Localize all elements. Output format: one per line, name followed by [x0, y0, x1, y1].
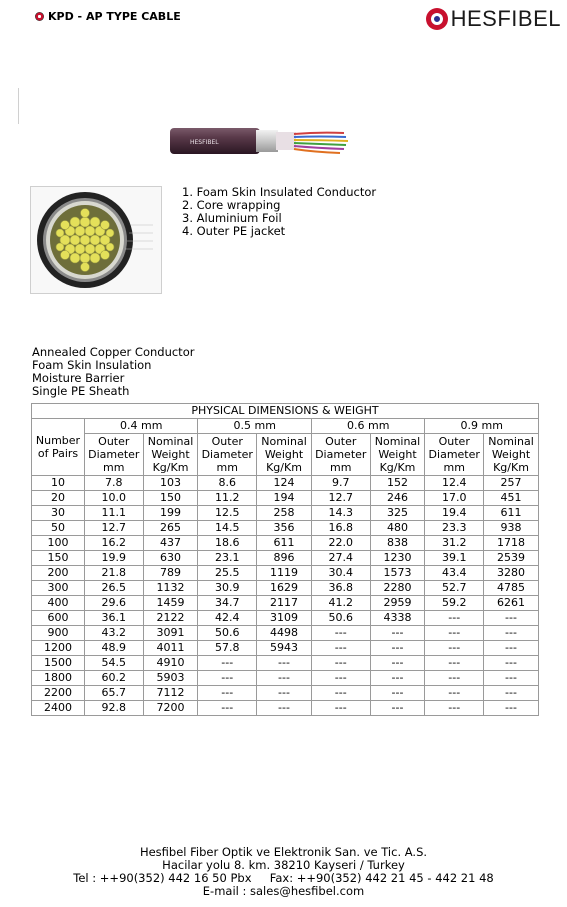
value-cell: 4498 — [257, 626, 312, 641]
value-cell: 50.6 — [311, 611, 370, 626]
value-cell: 1718 — [484, 536, 539, 551]
value-cell: 257 — [484, 476, 539, 491]
value-cell: 265 — [143, 521, 198, 536]
value-cell: 7200 — [143, 701, 198, 716]
value-cell: 152 — [370, 476, 425, 491]
decorative-divider — [18, 88, 19, 124]
size-header: 0.9 mm — [425, 419, 539, 434]
value-cell: --- — [484, 671, 539, 686]
value-cell: 789 — [143, 566, 198, 581]
value-cell: 11.2 — [198, 491, 257, 506]
value-cell: --- — [311, 656, 370, 671]
value-cell: 18.6 — [198, 536, 257, 551]
value-cell: 4785 — [484, 581, 539, 596]
pairs-cell: 1800 — [32, 671, 85, 686]
company-phones: Tel : ++90(352) 442 16 50 Pbx Fax: ++90(352) 442 21 45 - 442 21 48 — [73, 871, 494, 885]
weight-header: Nominal Weight Kg/Km — [370, 434, 425, 476]
table-row — [32, 641, 539, 656]
value-cell: 19.4 — [425, 506, 484, 521]
company-name: Hesfibel Fiber Optik ve Elektronik San. ve Tic. A.S. — [139, 845, 428, 859]
company-address: Hacilar yolu 8. km. 38210 Kayseri / Turkey — [162, 858, 405, 872]
cross-section-image — [30, 186, 162, 294]
value-cell: 11.1 — [85, 506, 144, 521]
value-cell: 194 — [257, 491, 312, 506]
pairs-cell: 300 — [32, 581, 85, 596]
table-row — [32, 671, 539, 686]
diameter-header: Outer Diameter mm — [85, 434, 144, 476]
pairs-cell: 30 — [32, 506, 85, 521]
value-cell: 2117 — [257, 596, 312, 611]
value-cell: 2122 — [143, 611, 198, 626]
pairs-cell: 1500 — [32, 656, 85, 671]
value-cell: --- — [370, 641, 425, 656]
value-cell: 8.6 — [198, 476, 257, 491]
value-cell: --- — [257, 671, 312, 686]
value-cell: 896 — [257, 551, 312, 566]
value-cell: --- — [425, 671, 484, 686]
value-cell: 3280 — [484, 566, 539, 581]
value-cell: 59.2 — [425, 596, 484, 611]
value-cell: --- — [370, 656, 425, 671]
value-cell: 4011 — [143, 641, 198, 656]
list-item: 1. Foam Skin Insulated Conductor — [182, 185, 377, 199]
pairs-cell: 20 — [32, 491, 85, 506]
value-cell: 1629 — [257, 581, 312, 596]
value-cell: 4338 — [370, 611, 425, 626]
table-row — [32, 521, 539, 536]
table-row — [32, 626, 539, 641]
value-cell: --- — [198, 701, 257, 716]
value-cell: 5903 — [143, 671, 198, 686]
value-cell: 23.1 — [198, 551, 257, 566]
value-cell: 16.8 — [311, 521, 370, 536]
value-cell: 3091 — [143, 626, 198, 641]
table-body — [32, 476, 539, 716]
value-cell: 12.7 — [85, 521, 144, 536]
table-row — [32, 701, 539, 716]
table-row — [32, 581, 539, 596]
value-cell: 1459 — [143, 596, 198, 611]
table-row — [32, 686, 539, 701]
diameter-header: Outer Diameter mm — [425, 434, 484, 476]
pairs-header: Number of Pairs — [32, 419, 85, 476]
value-cell: --- — [484, 656, 539, 671]
value-cell: --- — [311, 686, 370, 701]
value-cell: 92.8 — [85, 701, 144, 716]
value-cell: 21.8 — [85, 566, 144, 581]
value-cell: 1230 — [370, 551, 425, 566]
value-cell: --- — [370, 686, 425, 701]
page-title-text: KPD - AP TYPE CABLE — [48, 10, 181, 23]
value-cell: --- — [484, 626, 539, 641]
value-cell: --- — [257, 701, 312, 716]
value-cell: --- — [425, 701, 484, 716]
value-cell: 30.9 — [198, 581, 257, 596]
value-cell: 14.5 — [198, 521, 257, 536]
value-cell: 3109 — [257, 611, 312, 626]
pairs-cell: 100 — [32, 536, 85, 551]
value-cell: 356 — [257, 521, 312, 536]
table-row — [32, 611, 539, 626]
value-cell: --- — [370, 701, 425, 716]
value-cell: --- — [425, 626, 484, 641]
value-cell: 14.3 — [311, 506, 370, 521]
value-cell: 39.1 — [425, 551, 484, 566]
value-cell: 41.2 — [311, 596, 370, 611]
table-row — [32, 506, 539, 521]
value-cell: 611 — [484, 506, 539, 521]
value-cell: 60.2 — [85, 671, 144, 686]
value-cell: 65.7 — [85, 686, 144, 701]
value-cell: 2539 — [484, 551, 539, 566]
value-cell: 7112 — [143, 686, 198, 701]
pairs-cell: 2400 — [32, 701, 85, 716]
value-cell: 838 — [370, 536, 425, 551]
list-item: Foam Skin Insulation — [32, 358, 152, 372]
value-cell: 325 — [370, 506, 425, 521]
value-cell: --- — [484, 611, 539, 626]
diameter-header: Outer Diameter mm — [198, 434, 257, 476]
page-title — [35, 10, 181, 23]
value-cell: 1119 — [257, 566, 312, 581]
logo-mark-icon — [426, 8, 448, 30]
company-email[interactable]: E-mail : sales@hesfibel.com — [202, 884, 365, 898]
weight-header: Nominal Weight Kg/Km — [257, 434, 312, 476]
table-caption: PHYSICAL DIMENSIONS & WEIGHT — [32, 404, 539, 419]
value-cell: --- — [257, 686, 312, 701]
list-item: 2. Core wrapping — [182, 198, 281, 212]
value-cell: 34.7 — [198, 596, 257, 611]
value-cell: 22.0 — [311, 536, 370, 551]
value-cell: 2280 — [370, 581, 425, 596]
value-cell: 938 — [484, 521, 539, 536]
value-cell: --- — [311, 701, 370, 716]
value-cell: 43.2 — [85, 626, 144, 641]
value-cell: 630 — [143, 551, 198, 566]
value-cell: --- — [425, 656, 484, 671]
value-cell: 7.8 — [85, 476, 144, 491]
size-header: 0.6 mm — [311, 419, 424, 434]
table-row — [32, 656, 539, 671]
diameter-header: Outer Diameter mm — [311, 434, 370, 476]
value-cell: --- — [311, 626, 370, 641]
value-cell: 42.4 — [198, 611, 257, 626]
value-cell: 31.2 — [425, 536, 484, 551]
list-item: Moisture Barrier — [32, 371, 125, 385]
cable-print-text: HESFIBEL — [190, 139, 219, 146]
value-cell: 36.1 — [85, 611, 144, 626]
cable-photo — [168, 120, 358, 164]
table-row — [32, 566, 539, 581]
value-cell: 199 — [143, 506, 198, 521]
value-cell: 12.4 — [425, 476, 484, 491]
weight-header: Nominal Weight Kg/Km — [143, 434, 198, 476]
value-cell: 480 — [370, 521, 425, 536]
value-cell: 17.0 — [425, 491, 484, 506]
pairs-cell: 10 — [32, 476, 85, 491]
table-row — [32, 536, 539, 551]
size-header: 0.4 mm — [85, 419, 198, 434]
table-row — [32, 551, 539, 566]
value-cell: 52.7 — [425, 581, 484, 596]
value-cell: 124 — [257, 476, 312, 491]
weight-header: Nominal Weight Kg/Km — [484, 434, 539, 476]
value-cell: --- — [311, 641, 370, 656]
value-cell: 258 — [257, 506, 312, 521]
value-cell: 29.6 — [85, 596, 144, 611]
bullet-icon — [35, 12, 44, 21]
value-cell: 437 — [143, 536, 198, 551]
value-cell: 25.5 — [198, 566, 257, 581]
value-cell: --- — [257, 656, 312, 671]
table-row — [32, 491, 539, 506]
value-cell: 30.4 — [311, 566, 370, 581]
value-cell: 4910 — [143, 656, 198, 671]
pairs-cell: 200 — [32, 566, 85, 581]
pairs-cell: 900 — [32, 626, 85, 641]
value-cell: 23.3 — [425, 521, 484, 536]
value-cell: 54.5 — [85, 656, 144, 671]
value-cell: 9.7 — [311, 476, 370, 491]
value-cell: 246 — [370, 491, 425, 506]
value-cell: 611 — [257, 536, 312, 551]
value-cell: 27.4 — [311, 551, 370, 566]
value-cell: 36.8 — [311, 581, 370, 596]
value-cell: --- — [198, 686, 257, 701]
value-cell: --- — [370, 671, 425, 686]
value-cell: 150 — [143, 491, 198, 506]
list-item: Annealed Copper Conductor — [32, 345, 195, 359]
brand-logo — [426, 6, 561, 32]
pairs-cell: 150 — [32, 551, 85, 566]
value-cell: 451 — [484, 491, 539, 506]
value-cell: 12.7 — [311, 491, 370, 506]
value-cell: --- — [311, 671, 370, 686]
dimensions-table — [31, 403, 539, 716]
table-row — [32, 476, 539, 491]
value-cell: --- — [484, 701, 539, 716]
list-item: Single PE Sheath — [32, 384, 130, 398]
value-cell: 1573 — [370, 566, 425, 581]
value-cell: 10.0 — [85, 491, 144, 506]
value-cell: --- — [425, 641, 484, 656]
value-cell: 5943 — [257, 641, 312, 656]
list-item: 3. Aluminium Foil — [182, 211, 282, 225]
value-cell: 103 — [143, 476, 198, 491]
pairs-cell: 600 — [32, 611, 85, 626]
size-header: 0.5 mm — [198, 419, 311, 434]
company-footer — [0, 846, 567, 898]
value-cell: 19.9 — [85, 551, 144, 566]
value-cell: --- — [484, 686, 539, 701]
value-cell: 6261 — [484, 596, 539, 611]
pairs-cell: 50 — [32, 521, 85, 536]
value-cell: 26.5 — [85, 581, 144, 596]
value-cell: 48.9 — [85, 641, 144, 656]
pairs-cell: 2200 — [32, 686, 85, 701]
pairs-cell: 400 — [32, 596, 85, 611]
value-cell: --- — [198, 656, 257, 671]
brand-name: HESFIBEL — [450, 6, 561, 31]
table-row — [32, 596, 539, 611]
pairs-cell: 1200 — [32, 641, 85, 656]
value-cell: --- — [198, 671, 257, 686]
value-cell: 12.5 — [198, 506, 257, 521]
value-cell: 57.8 — [198, 641, 257, 656]
value-cell: 1132 — [143, 581, 198, 596]
value-cell: 50.6 — [198, 626, 257, 641]
list-item: 4. Outer PE jacket — [182, 224, 286, 238]
value-cell: --- — [425, 611, 484, 626]
value-cell: --- — [425, 686, 484, 701]
value-cell: 43.4 — [425, 566, 484, 581]
value-cell: 2959 — [370, 596, 425, 611]
value-cell: 16.2 — [85, 536, 144, 551]
value-cell: --- — [370, 626, 425, 641]
feature-list — [32, 346, 194, 398]
component-list — [182, 186, 376, 238]
value-cell: --- — [484, 641, 539, 656]
